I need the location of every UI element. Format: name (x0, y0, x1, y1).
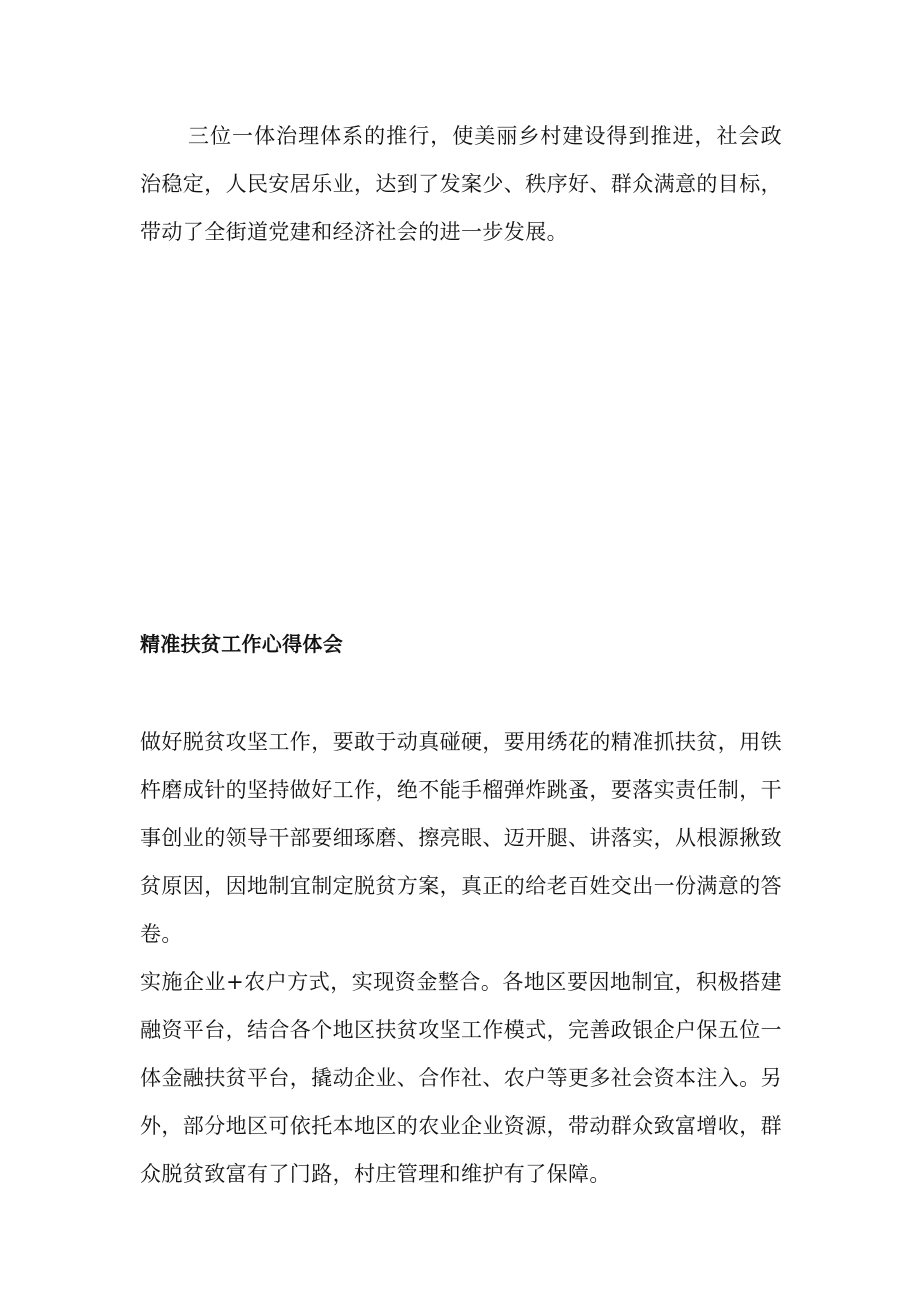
body-paragraph-2: 实施企业+农户方式，实现资金整合。各地区要因地制宜，积极搭建融资平台，结合各个地区扶贫攻坚工作模式，完善政银企户保五位一体金融扶贫平台，撬动企业、合作社、农户等更多社会资本注入。另外，部分地区可依托本地区的农业企业资源，带动群众致富增收，群众脱贫致富有了门路，村庄管理和维护有了保障。 (140, 970, 782, 1186)
section-title: 精准扶贫工作心得体会 (140, 632, 343, 656)
intro-paragraph: 三位一体治理体系的推行，使美丽乡村建设得到推进，社会政治稳定，人民安居乐业，达到了发案少、秩序好、群众满意的目标，带动了全街道党建和经济社会的进一步发展。 (140, 124, 782, 244)
body-paragraph-1: 做好脱贫攻坚工作，要敢于动真碰硬，要用绣花的精准抓扶贫，用铁杵磨成针的坚持做好工作，绝不能手榴弹炸跳蚤，要落实责任制，干事创业的领导干部要细琢磨、擦亮眼、迈开腿、讲落实，从根源揪致贫原因，因地制宜制定脱贫方案，真正的给老百姓交出一份满意的答卷。 (140, 730, 782, 946)
